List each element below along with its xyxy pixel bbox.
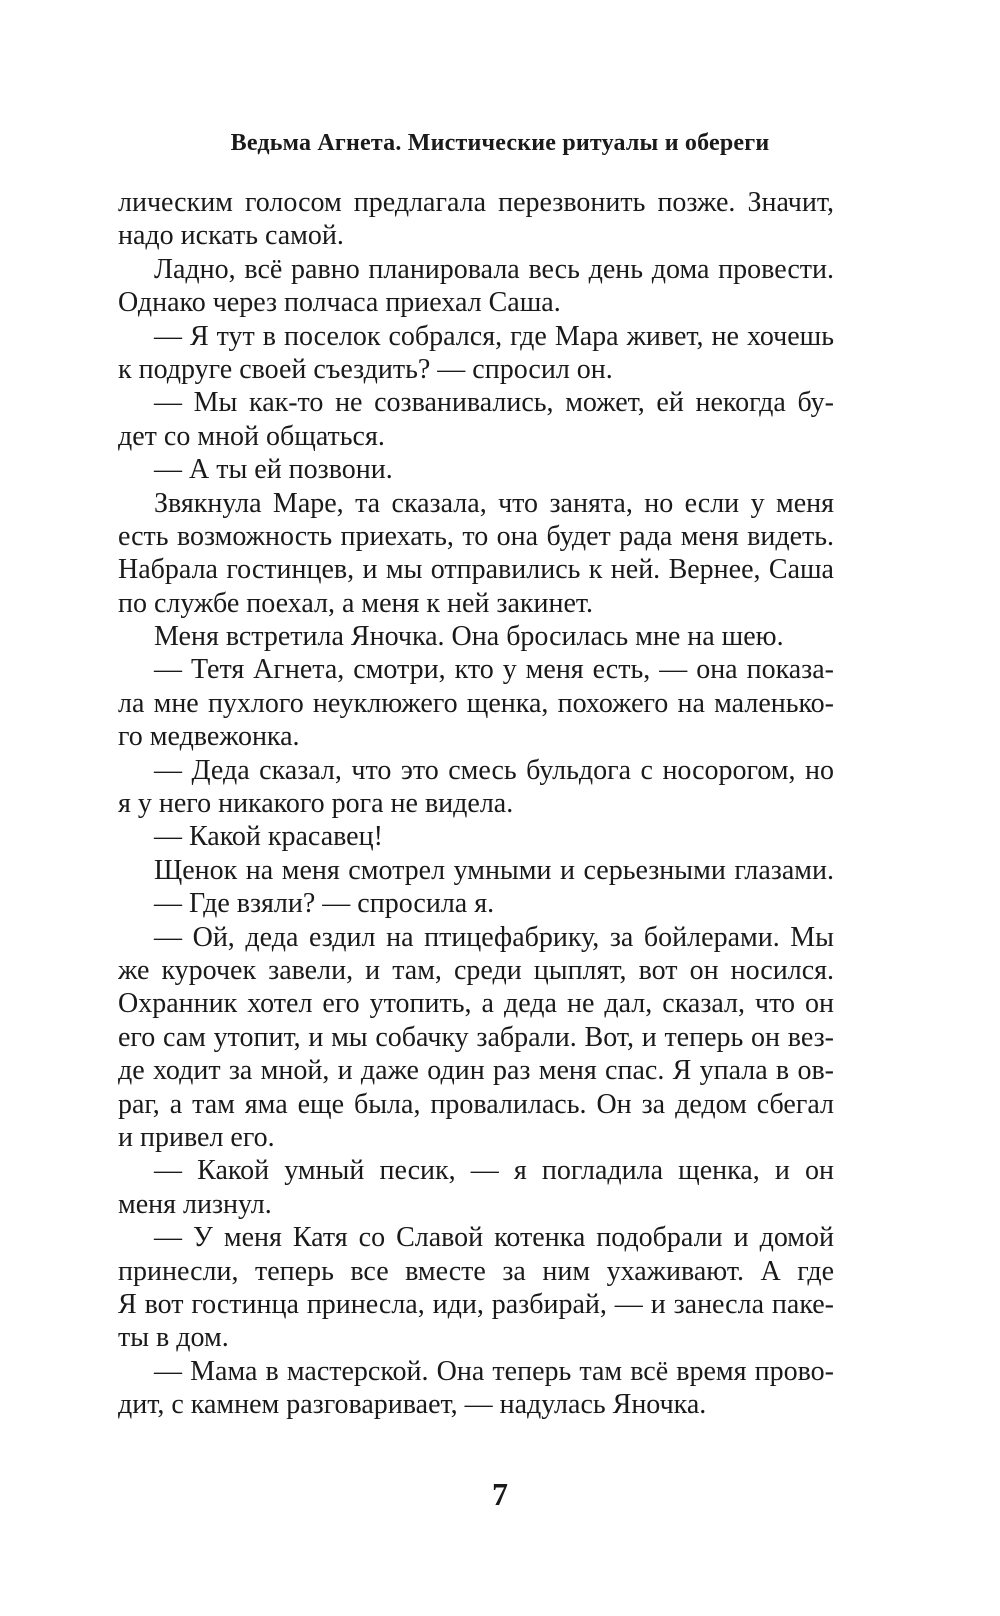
text-line: Звякнула Маре, та сказала, что занята, но если у меня: [154, 487, 834, 519]
text-line: к подруге своей съездить? — спросил он.: [118, 353, 613, 385]
text-line: его сам утопит, и мы собачку забрали. Вот, и теперь он вез-: [118, 1021, 834, 1053]
text-line: Однако через полчаса приехал Саша.: [118, 287, 561, 319]
text-line: меня лизнул.: [118, 1188, 272, 1220]
text-line: — Какой умный песик, — я погладила щенка, и он: [154, 1155, 834, 1187]
text-line: же курочек завели, и там, среди цыплят, вот он носился.: [118, 954, 834, 986]
text-line: Набрала гостинцев, и мы отправились к ней. Вернее, Саша: [118, 554, 834, 586]
text-line: — Где взяли? — спросила я.: [154, 888, 495, 920]
text-line: по службе поехал, а меня к ней закинет.: [118, 587, 594, 619]
running-header: Ведьма Агнета. Мистические ритуалы и обереги: [230, 130, 770, 156]
text-line: Меня встретила Яночка. Она бросилась мне на шею.: [154, 621, 784, 653]
text-line: дит, с камнем разговаривает, — надулась Яночка.: [118, 1389, 707, 1421]
text-line: — А ты ей позвони.: [154, 454, 393, 486]
text-line: надо искать самой.: [118, 220, 344, 252]
text-line: лическим голосом предлагала перезвонить позже. Значит,: [118, 187, 834, 218]
text-line: — Я тут в поселок собрался, где Мара живет, не хочешь: [154, 320, 834, 352]
text-line: ла мне пухлого неуклюжего щенка, похожего на маленько-: [118, 687, 834, 719]
text-line: де ходит за мной, и даже один раз меня спас. Я упала в ов-: [118, 1055, 834, 1087]
text-line: Я вот гостинца принесла, иди, разбирай, — и занесла паке-: [118, 1288, 834, 1320]
text-line: — У меня Катя со Славой котенка подобрали и домой: [154, 1222, 834, 1254]
text-line: — Мама в мастерской. Она теперь там всё время прово-: [154, 1355, 834, 1387]
text-line: — Какой красавец!: [154, 821, 383, 853]
text-line: дет со мной общаться.: [118, 420, 385, 452]
text-line: Щенок на меня смотрел умными и серьезными глазами.: [154, 854, 834, 886]
body-text: [118, 186, 834, 1421]
text-line: и привел его.: [118, 1121, 275, 1153]
text-line: я у него никакого рога не видела.: [118, 788, 514, 820]
text-line: — Деда сказал, что это смесь бульдога с носорогом, но: [154, 754, 834, 786]
text-line: — Ой, деда ездил на птицефабрику, за бойлерами. Мы: [154, 921, 834, 953]
text-line: — Тетя Агнета, смотри, кто у меня есть, — она показа-: [154, 654, 834, 686]
text-line: раг, а там яма еще была, провалилась. Он за дедом сбегал: [118, 1088, 834, 1120]
text-line: го медвежонка.: [118, 721, 300, 753]
text-line: ты в дом.: [118, 1322, 229, 1354]
text-line: Ладно, всё равно планировала весь день дома провести.: [154, 253, 834, 285]
text-line: — Мы как-то не созванивались, может, ей некогда бу-: [154, 387, 834, 419]
text-line: есть возможность приехать, то она будет рада меня видеть.: [118, 520, 834, 552]
text-line: Охранник хотел его утопить, а деда не дал, сказал, что он: [118, 988, 834, 1020]
page-number: 7: [492, 1476, 508, 1512]
text-line: принесли, теперь все вместе за ним ухаживают. А где: [118, 1255, 834, 1287]
